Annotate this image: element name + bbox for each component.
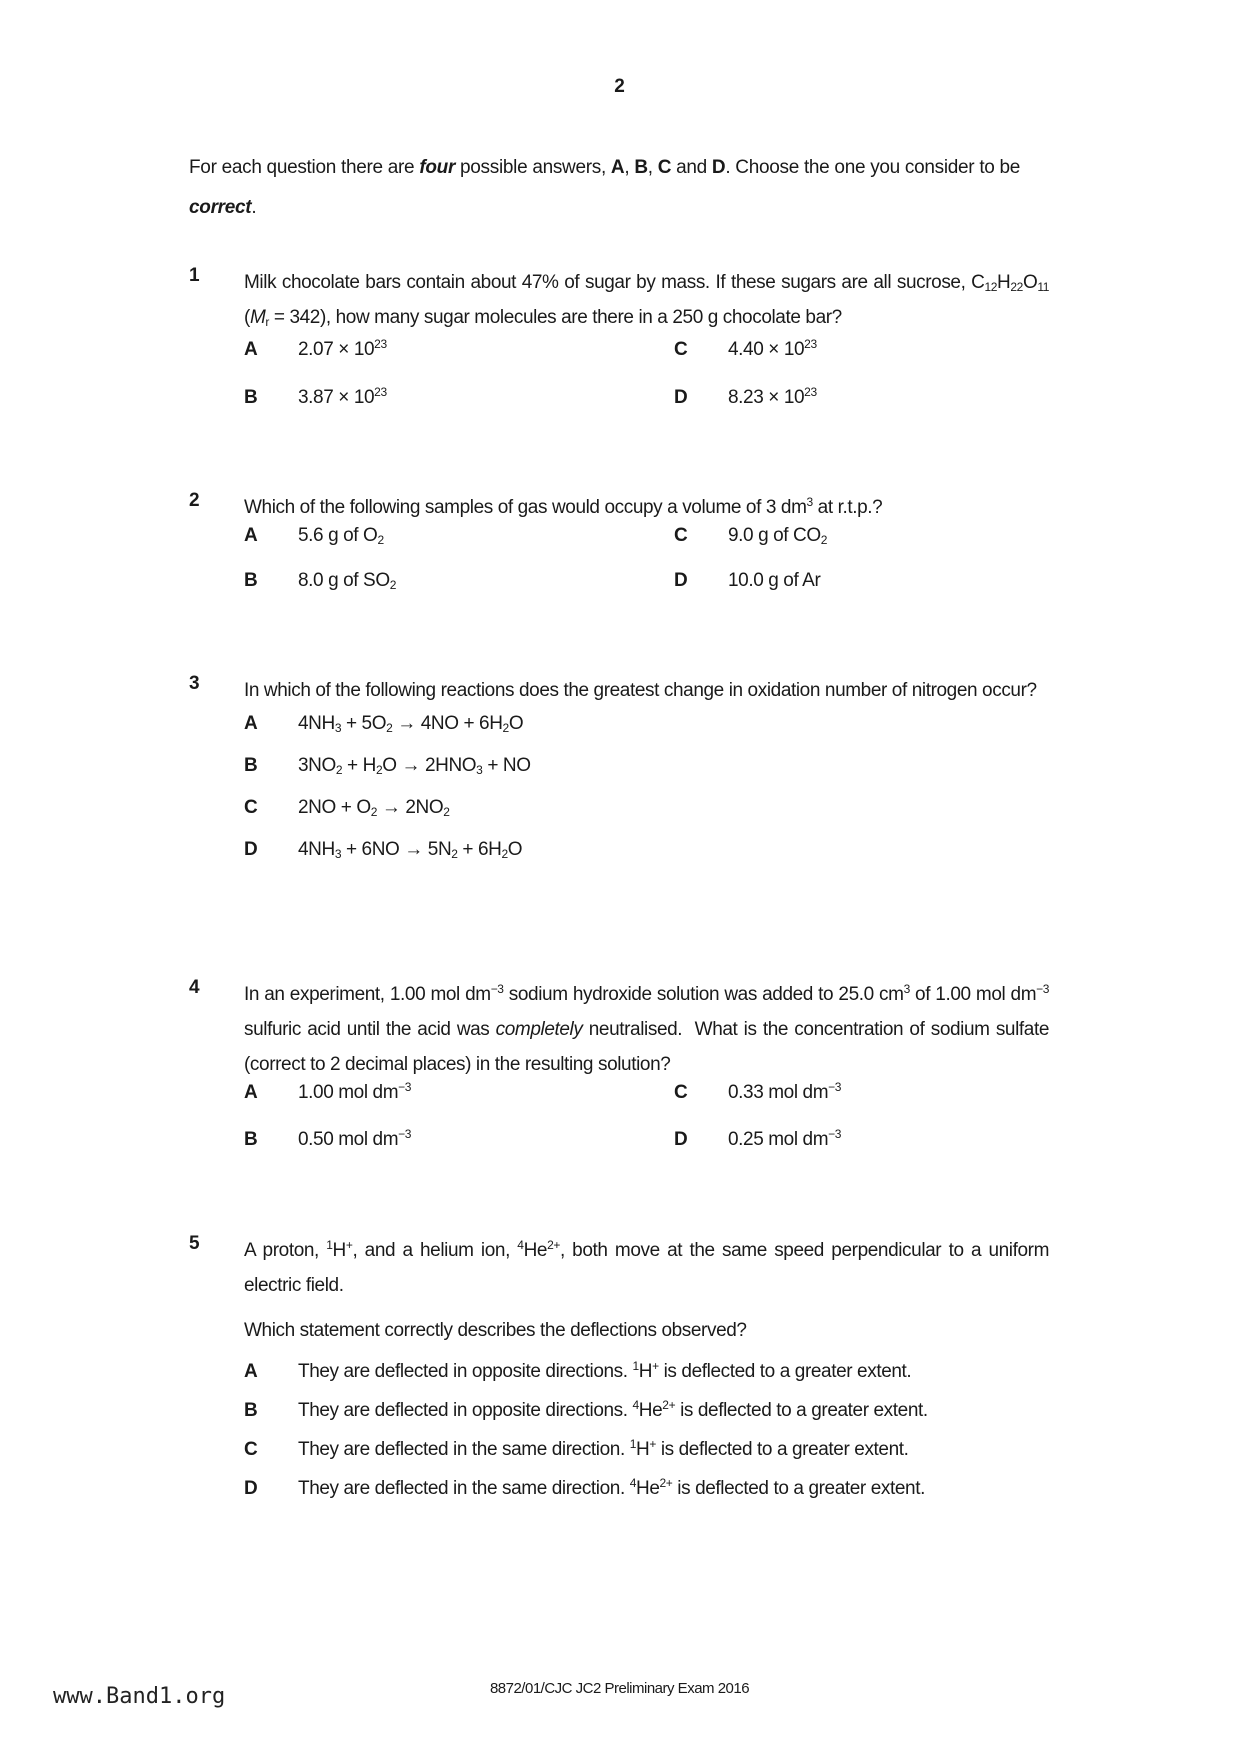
- options: [244, 1356, 1049, 1512]
- question-4: [189, 977, 1049, 1172]
- question-stem: Which of the following samples of gas would occupy a volume of 3 $dm^3$ at r.t.p.?: [244, 495, 883, 518]
- question-1: [189, 265, 1049, 425]
- question-number: 3: [189, 673, 200, 694]
- options: [244, 525, 1049, 605]
- options: [244, 1082, 1049, 1172]
- option-b[interactable]: B 0.50 mol $dm^{-3}$: [244, 1127, 412, 1150]
- question-stem: Milk chocolate bars contain about 47% of sugar by mass. If these sugars are all sucrose, $C_{12}H_{22}O_{11}$ $(M_r = 342)$, how many sugar molecules are there in a 250 g chocolate bar?: [244, 272, 1049, 329]
- option-a[interactable]: A $2.07 \times 10^{23}$: [244, 337, 387, 360]
- option-c[interactable]: C $4.40 \times 10^{23}$: [674, 337, 817, 360]
- question-stem: In an experiment, 1.00 mol $dm^{-3}$ sodium hydroxide solution was added to 25.0 $cm^3$ of 1.00 mol $dm^{-3}$ sulfuric acid until the acid was completely neutralised. What is the concentration of sodium sulfate (correct to 2 decimal places) in the resulting solution?: [244, 982, 1050, 1075]
- option-c[interactable]: C 0.33 mol $dm^{-3}$: [674, 1080, 842, 1103]
- option-b[interactable]: B $3.87 \times 10^{23}$: [244, 385, 387, 408]
- option-c[interactable]: C They are deflected in the same direction. $^1$H+ is deflected to a greater extent.: [244, 1437, 909, 1460]
- option-a[interactable]: A 1.00 mol $dm^{-3}$: [244, 1080, 412, 1103]
- option-c[interactable]: C 9.0 g of $CO_2$: [674, 525, 828, 547]
- option-c[interactable]: C $2NO + O_2 \to 2NO_2$: [244, 797, 450, 819]
- option-d[interactable]: D 10.0 g of Ar: [674, 570, 821, 591]
- options: [244, 335, 1049, 425]
- question-number: 1: [189, 265, 200, 286]
- question-number: 4: [189, 977, 200, 998]
- question-5: [189, 1233, 1049, 1512]
- option-a[interactable]: A 5.6 g of $O_2$: [244, 525, 384, 547]
- question-number: 2: [189, 490, 200, 511]
- watermark: www.Band1.org: [53, 1684, 226, 1709]
- sub-question: Which statement correctly describes the deflections observed?: [244, 1320, 747, 1341]
- option-b[interactable]: B They are deflected in opposite directions. $^4He^{2+}$ is deflected to a greater extent.: [244, 1398, 928, 1421]
- option-a[interactable]: A $4NH_3 + 5O_2 \to 4NO + 6H_2O$: [244, 713, 524, 735]
- question-2: [189, 490, 1049, 605]
- option-b[interactable]: B $3NO_2 + H_2O \to 2HNO_3$ + NO: [244, 755, 531, 777]
- option-d[interactable]: D They are deflected in the same direction. $^4He^{2+}$ is deflected to a greater extent.: [244, 1476, 925, 1499]
- options: [244, 708, 1049, 876]
- option-d[interactable]: D 0.25 mol $dm^{-3}$: [674, 1127, 842, 1150]
- footer-exam-code: 8872/01/CJC JC2 Preliminary Exam 2016: [489, 1680, 750, 1697]
- question-stem: In which of the following reactions does the greatest change in oxidation number of nitrogen occur?: [244, 680, 1037, 701]
- question-number: 5: [189, 1233, 200, 1254]
- question-3: [189, 673, 1049, 876]
- question-stem: A proton, $^1$H+, and a helium ion, $^4He^{2+}$, both move at the same speed perpendicular to a uniform electric field.: [244, 1238, 1050, 1296]
- option-b[interactable]: B 8.0 g of $SO_2$: [244, 570, 396, 592]
- instructions: For each question there are four possible answers, A, B, C and D. Choose the one you consider to be correct.: [189, 157, 1021, 218]
- option-d[interactable]: D $4NH_3 + 6NO \to 5N_2 + 6H_2O$: [244, 839, 523, 861]
- option-a[interactable]: A They are deflected in opposite directions. $^1$H+ is deflected to a greater extent.: [244, 1359, 912, 1382]
- option-d[interactable]: D $8.23 \times 10^{23}$: [674, 385, 817, 408]
- page-number: 2: [614, 76, 625, 97]
